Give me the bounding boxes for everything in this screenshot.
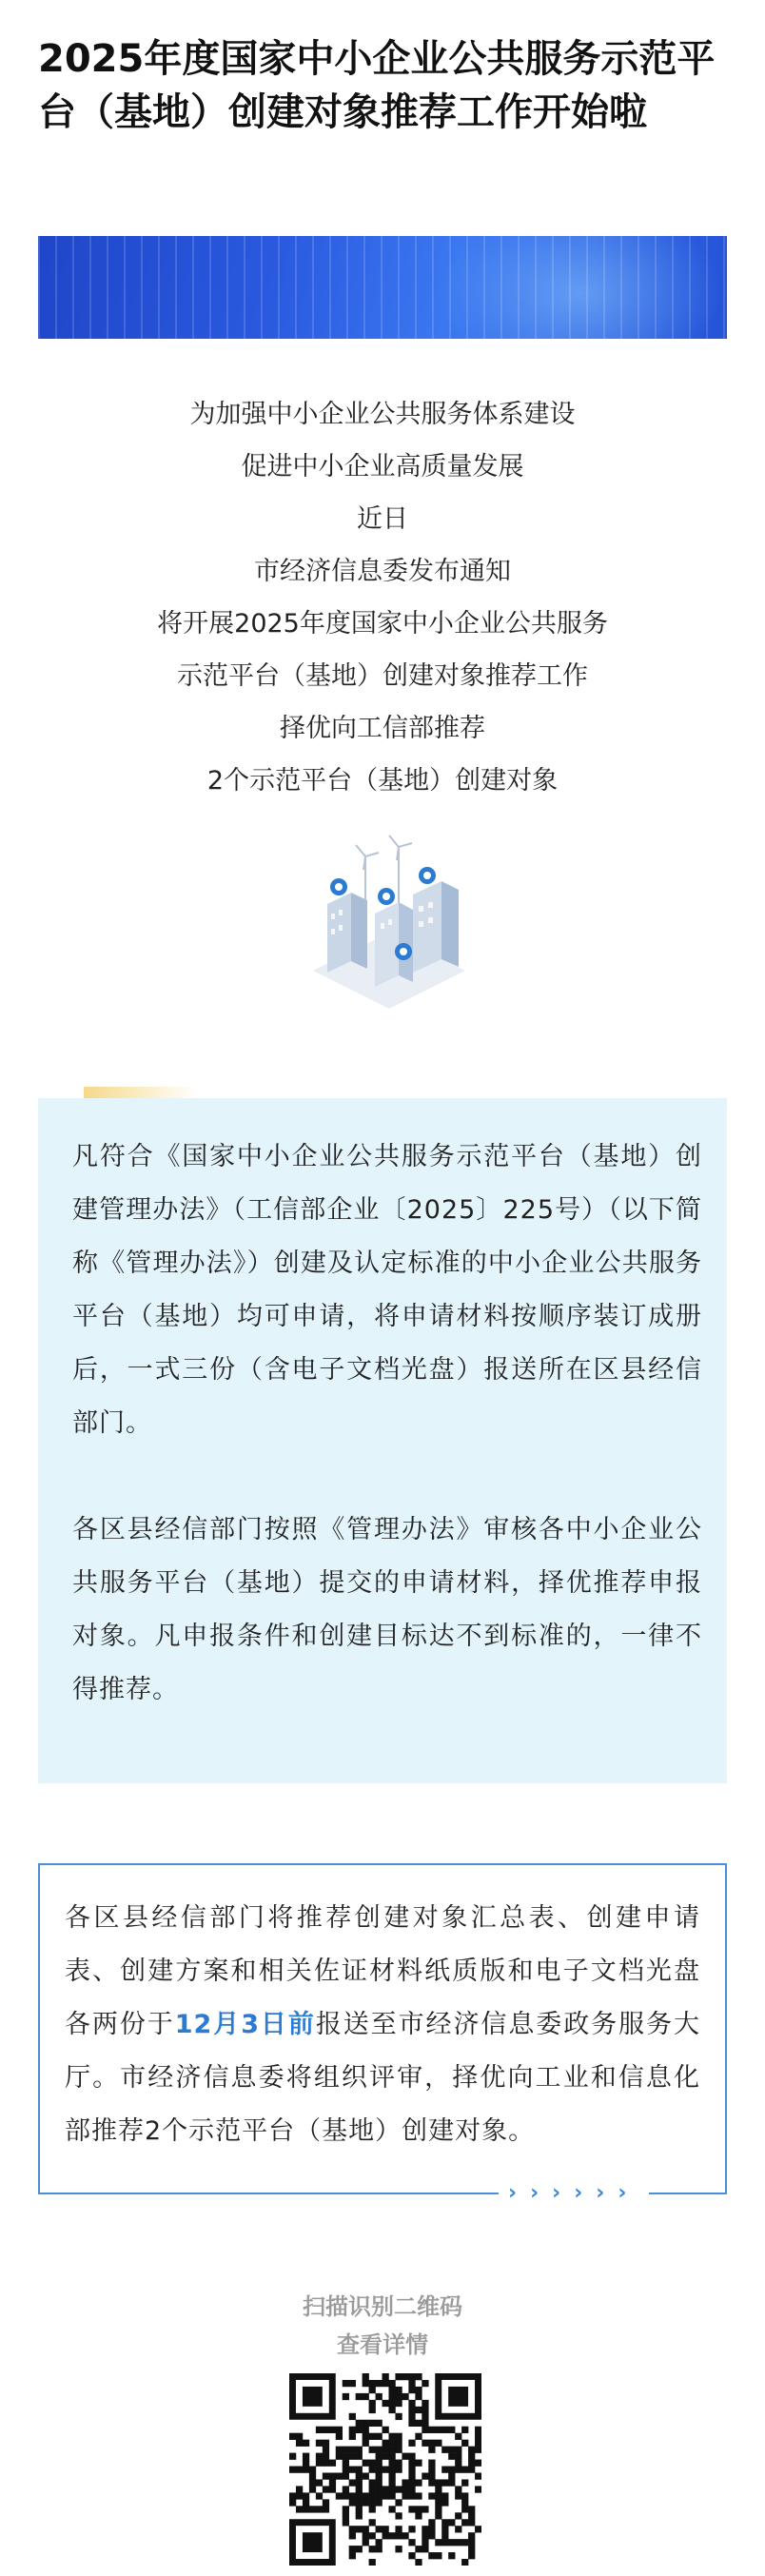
page-title: 2025年度国家中小企业公共服务示范平台（基地）创建对象推荐工作开始啦 <box>38 37 716 134</box>
intro-line: 市经济信息委发布通知 <box>254 557 511 586</box>
scan-line-1: 扫描识别二维码 <box>303 2293 462 2320</box>
scan-line-2: 查看详情 <box>337 2331 428 2358</box>
intro-line: 示范平台（基地）创建对象推荐工作 <box>177 661 588 691</box>
location-pin-icon <box>330 878 347 895</box>
chevrons-decoration: ›››››› <box>499 2179 649 2208</box>
city-illustration <box>308 818 470 1009</box>
location-pin-icon <box>378 888 395 905</box>
intro-line: 2个示范平台（基地）创建对象 <box>206 766 559 796</box>
panel2-text-after: 报送至市经济信息委政务服务大厅。市经济信息委将组织评审，择优向工业和信息化部推荐2个示范平台（基地）创建对象。 <box>65 2010 700 2146</box>
info-panel-2 <box>38 1863 727 2194</box>
scan-prompt <box>38 2288 727 2364</box>
intro-text <box>38 388 727 807</box>
intro-line: 为加强中小企业公共服务体系建设 <box>189 400 576 429</box>
intro-line: 将开展2025年度国家中小企业公共服务 <box>157 609 608 639</box>
panel2-text-before: 各区县经信部门将推荐创建对象汇总表、创建申请表、创建方案和相关佐证材料纸质版和电子文档光盘各两份于 <box>65 1903 700 2039</box>
qr-code[interactable] <box>289 2373 481 2566</box>
info-panel-1 <box>38 1098 727 1783</box>
intro-line: 促进中小企业高质量发展 <box>241 452 524 482</box>
panel1-paragraph: 各区县经信部门按照《管理办法》审核各中小企业公共服务平台（基地）提交的申请材料，择优推荐申报对象。凡申报条件和创建目标达不到标准的，一律不得推荐。 <box>72 1515 702 1704</box>
header-banner <box>38 236 727 339</box>
intro-line: 择优向工信部推荐 <box>280 714 485 743</box>
panel2-paragraph <box>65 1892 700 2158</box>
deadline-highlight: 12月3日前 <box>174 2010 316 2039</box>
location-pin-icon <box>395 943 412 960</box>
intro-line: 近日 <box>357 504 408 534</box>
location-pin-icon <box>419 867 436 884</box>
panel1-paragraph: 凡符合《国家中小企业公共服务示范平台（基地）创建管理办法》（工信部企业〔2025〕225号）（以下简称《管理办法》）创建及认定标准的中小企业公共服务平台（基地）均可申请，将申请材料按顺序装订成册后，一式三份（含电子文档光盘）报送所在区县经信部门。 <box>72 1142 702 1438</box>
